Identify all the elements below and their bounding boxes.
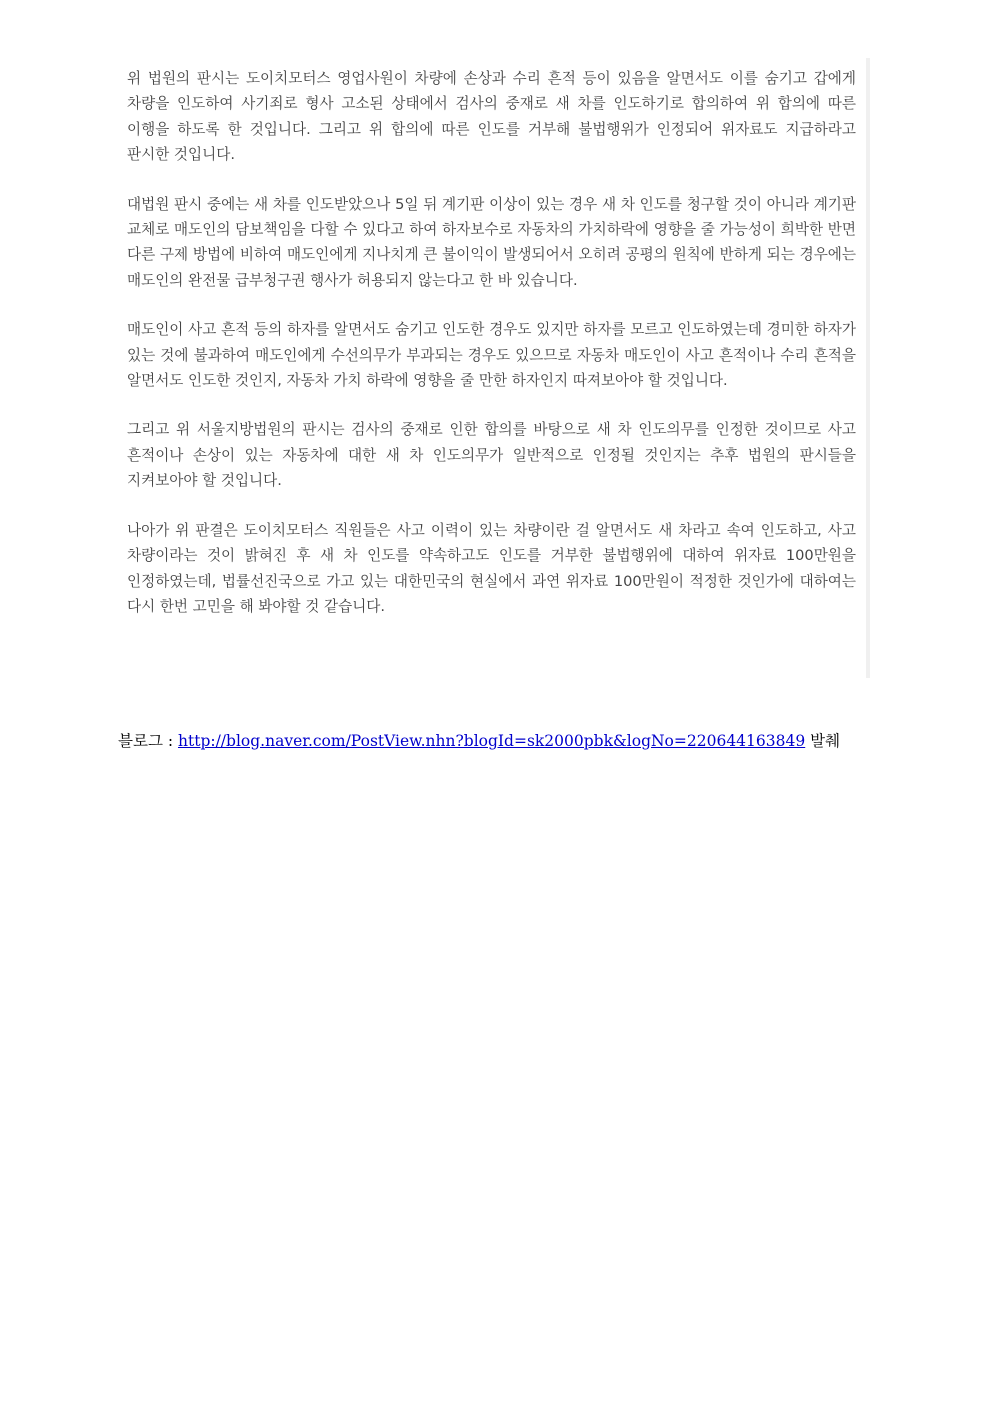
source-label: 블로그 : <box>118 732 178 750</box>
article-paragraph: 그리고 위 서울지방법원의 판시는 검사의 중재로 인한 합의를 바탕으로 새 차 인도의무를 인정한 것이므로 사고 흔적이나 손상이 있는 자동차에 대한 새 차 인도의무가 일반적으로 인정될 것인지는 추후 법원의 판시들을 지켜보아야 할 것입니다. <box>127 421 856 490</box>
article-body <box>118 58 870 678</box>
article-paragraph: 위 법원의 판시는 도이치모터스 영업사원이 차량에 손상과 수리 흔적 등이 있음을 알면서도 이를 숨기고 갑에게 차량을 인도하여 사기죄로 형사 고소된 상태에서 검사의 중재로 새 차를 인도하기로 합의하여 위 합의에 따른 이행을 하도록 한 것입니다. 그리고 위 합의에 따른 인도를 거부해 불법행위가 인정되어 위자료도 지급하라고 판시한 것입니다. <box>127 70 856 164</box>
article-paragraph: 대법원 판시 중에는 새 차를 인도받았으나 5일 뒤 계기판 이상이 있는 경우 새 차 인도를 청구할 것이 아니라 계기판 교체로 매도인의 담보책임을 다할 수 있다고 하여 하자보수로 자동차의 가치하락에 영향을 줄 가능성이 희박한 반면 다른 구제 방법에 비하여 매도인에게 지나치게 큰 불이익이 발생되어서 오히려 공평의 원칙에 반하게 되는 경우에는 매도인의 완전물 급부청구권 행사가 허용되지 않는다고 한 바 있습니다. <box>127 195 856 289</box>
source-link[interactable]: http://blog.naver.com/PostView.nhn?blogId=sk2000pbk&logNo=220644163849 <box>178 732 806 750</box>
source-citation <box>118 729 878 753</box>
source-suffix: 발췌 <box>805 732 841 750</box>
article-paragraph: 매도인이 사고 흔적 등의 하자를 알면서도 숨기고 인도한 경우도 있지만 하자를 모르고 인도하였는데 경미한 하자가 있는 것에 불과하여 매도인에게 수선의무가 부과되는 경우도 있으므로 자동차 매도인이 사고 흔적이나 수리 흔적을 알면서도 인도한 것인지, 자동차 가치 하락에 영향을 줄 만한 하자인지 따져보아야 할 것입니다. <box>127 321 856 390</box>
article-paragraph: 나아가 위 판결은 도이치모터스 직원들은 사고 이력이 있는 차량이란 걸 알면서도 새 차라고 속여 인도하고, 사고 차량이라는 것이 밝혀진 후 새 차 인도를 약속하고도 인도를 거부한 불법행위에 대하여 위자료 100만원을 인정하였는데, 법률선진국으로 가고 있는 대한민국의 현실에서 과연 위자료 100만원이 적정한 것인가에 대하여는 다시 한번 고민을 해 봐야할 것 같습니다. <box>127 521 856 615</box>
